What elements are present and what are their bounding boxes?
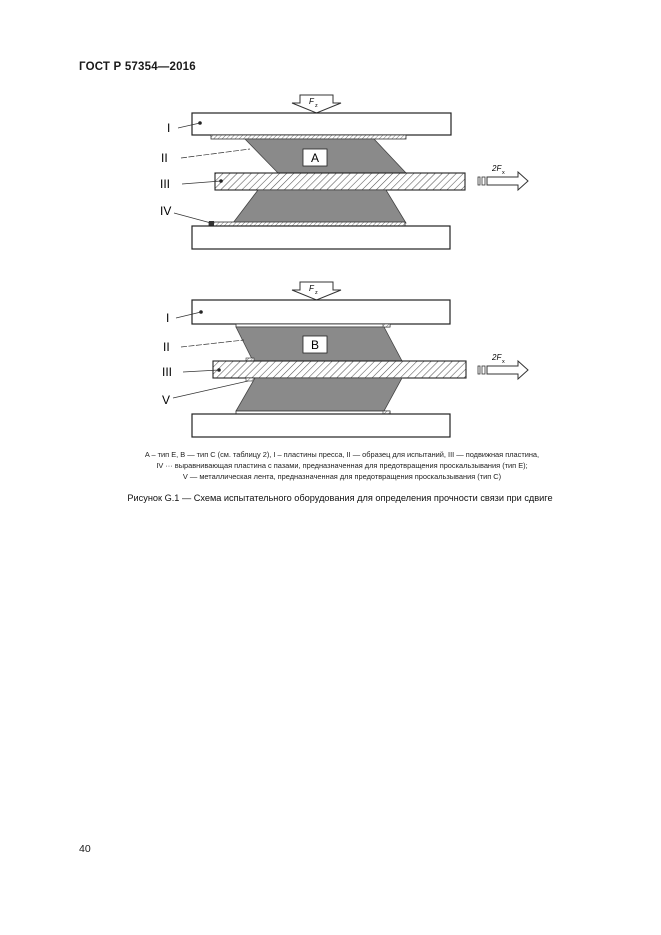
label-movable-plate: III [162,365,173,379]
diagram-type-e [160,95,528,249]
movable-plate [215,173,465,190]
label-press-plate: I [167,121,171,135]
standard-number: ГОСТ Р 57354—2016 [79,61,196,73]
label-metal-tape: V [162,393,171,407]
movable-plate [213,361,466,378]
type-a-label: A [310,151,320,165]
label-press-plate: I [166,311,170,325]
force-z-label: F [309,97,314,106]
force-z-subscript: z [315,103,318,109]
specimen-lower [236,378,402,411]
press-plate-top [192,113,451,135]
figure-caption: Рисунок G.1 — Схема испытательного оборудования для определения прочности связи при сдвиге [127,493,553,503]
leveling-plate-top [211,135,406,139]
leveling-plate-bottom [209,222,405,226]
metal-tape-top [236,324,390,327]
horizontal-force-arrow [478,353,528,379]
press-plate-top [192,300,450,324]
label-movable-plate: III [160,177,171,191]
label-leveling-plate: IV [160,204,172,218]
force-x-subscript: x [502,359,505,365]
label-specimen: II [163,340,170,354]
diagram-type-c [162,282,528,437]
horizontal-force-arrow [478,164,528,190]
vertical-force-arrow [292,95,341,113]
legend-line: IV ··· выравнивающая пластина с пазами, предназначенная для предотвращения проскальзывания (тип E); [156,461,528,470]
force-z-label: F [309,284,314,293]
force-x-label: 2F [492,164,502,173]
press-plate-bottom [192,414,450,437]
test-equipment-diagram [0,0,661,450]
press-plate-bottom [192,226,450,249]
legend-line: V — металлическая лента, предназначенная для предотвращения проскальзывания (тип C) [182,472,502,481]
force-x-subscript: x [502,170,505,176]
figure-legend [92,449,592,482]
specimen-lower [233,190,406,223]
force-x-label: 2F [492,353,502,362]
vertical-force-arrow [292,282,341,300]
legend-line: A – тип E, B — тип C (см. таблицу 2), I – пластины пресса, II — образец для испытаний, III — подвижная пластина, [144,450,540,459]
label-specimen: II [161,151,168,165]
page-number: 40 [79,843,91,855]
type-b-label: B [310,338,320,352]
force-z-subscript: z [315,290,318,296]
